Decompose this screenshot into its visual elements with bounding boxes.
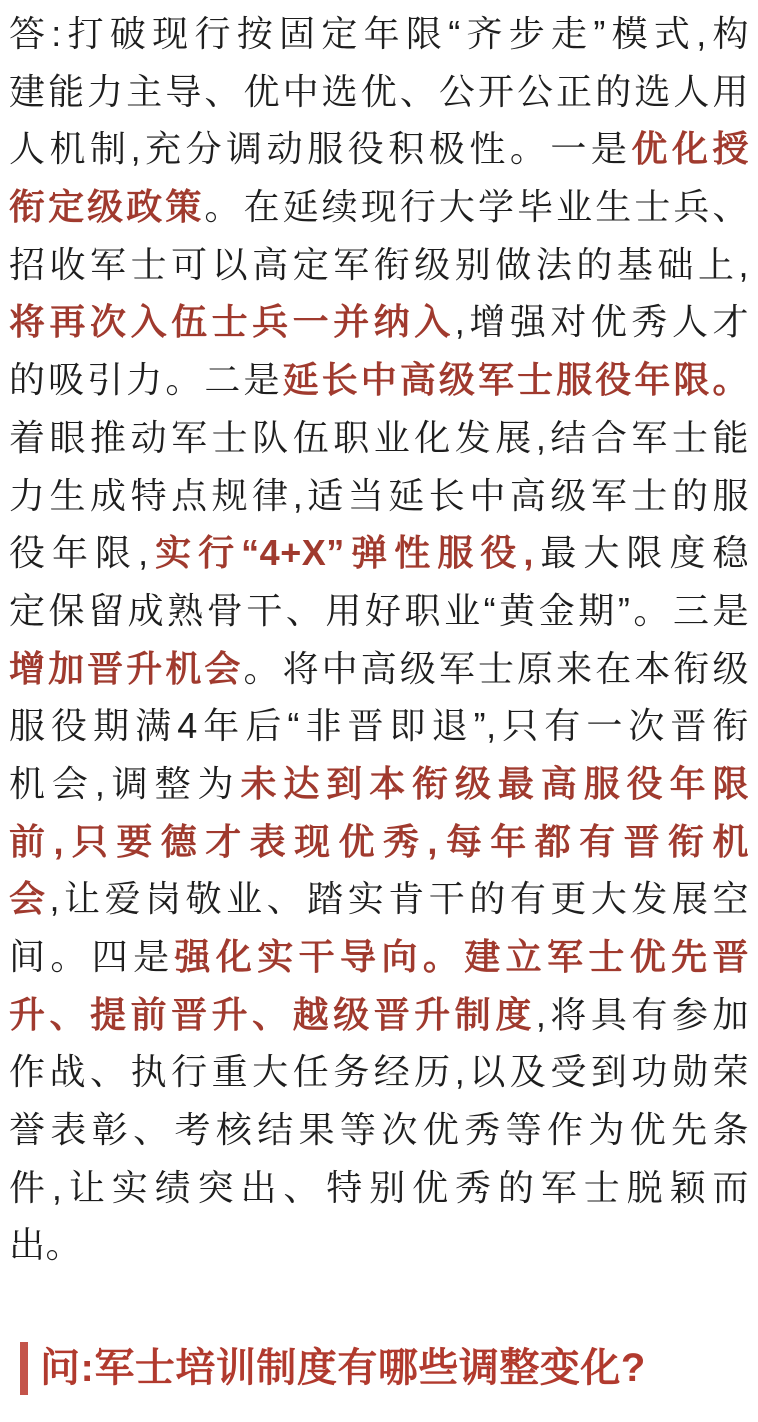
answer-line-1 [9,5,749,63]
body-text: 答:打破现行按固定年限“齐步走”模式,构 [9,13,749,54]
body-text: 招收军士可以高定军衔级别做法的基础上, [9,243,749,285]
body-text: 服役期满4年后“非晋即退”,只有一次晋衔 [9,705,749,747]
answer-line-22 [9,1216,749,1274]
question-heading-text: 问:军士培训制度有哪些调整变化? [40,1346,646,1391]
answer-line-5 [9,236,749,294]
highlighted-text: 未达到本衔级最高服役年限 [240,762,749,804]
answer-line-10 [9,524,749,582]
answer-line-14 [9,755,749,813]
answer-line-19 [9,1043,749,1101]
answer-line-8 [9,409,749,467]
answer-line-13 [9,697,749,755]
answer-line-7 [9,351,749,409]
question-heading [20,1340,749,1396]
body-text: 。将中高级军士原来在本衔级 [243,647,749,689]
highlighted-text: 增加晋升机会 [9,647,244,689]
answer-line-4 [9,178,749,236]
body-text: ,增强对优秀人才 [454,301,749,343]
body-text: 作战、执行重大任务经历,以及受到功勋荣 [9,1051,749,1093]
body-text: 机会,调整为 [9,762,241,804]
highlighted-text: 衔定级政策 [9,186,205,228]
body-text: ,让爱岗敬业、踏实肯干的有更大发展空 [49,878,749,920]
body-text: 定保留成熟骨干、用好职业“黄金期”。三是 [9,589,749,631]
answer-line-9 [9,467,749,525]
answer-line-3 [9,120,749,178]
highlighted-text: 前,只要德才表现优秀,每年都有晋衔机 [9,820,749,862]
highlighted-text: 优化授 [631,128,749,170]
body-text: ,将具有参加 [535,993,749,1035]
answer-line-12 [9,640,749,698]
highlighted-text: 升、提前晋升、越级晋升制度 [9,993,536,1035]
answer-line-18 [9,986,749,1044]
body-text: 出。 [9,1224,83,1266]
answer-line-2 [9,63,749,121]
highlighted-text: 强化实干导向。建立军士优先晋 [174,936,749,977]
body-text: 着眼推动军士队伍职业化发展,结合军士能 [9,416,749,458]
answer-line-21 [9,1159,749,1217]
body-text: 人机制,充分调动服役积极性。一是 [9,128,632,170]
highlighted-text: 将再次入伍士兵一并纳入 [9,301,455,343]
highlighted-text: 会 [9,878,50,920]
answer-paragraph [9,5,749,1274]
answer-line-20 [9,1101,749,1159]
answer-line-17 [9,928,749,986]
highlighted-text: 实行“4+X”弹性服役, [148,532,534,574]
highlighted-text: 延长中高级军士服役年限。 [282,359,749,401]
answer-line-11 [9,582,749,640]
answer-line-16 [9,870,749,928]
answer-line-6 [9,293,749,351]
body-text: 的吸引力。二是 [9,359,283,401]
body-text: 力生成特点规律,适当延长中高级军士的服 [9,474,749,516]
body-text: 建能力主导、优中选优、公开公正的选人用 [9,70,749,112]
body-text: 役年限, [9,532,149,574]
body-text: 。在延续现行大学毕业生士兵、 [204,186,749,228]
body-text: 最大限度稳 [533,532,749,574]
body-text: 誉表彰、考核结果等次优秀等作为优先条 [9,1109,749,1151]
body-text: 件,让实绩突出、特别优秀的军士脱颖而 [9,1166,749,1208]
answer-line-15 [9,813,749,871]
question-accent-bar [20,1342,28,1395]
body-text: 间。四是 [9,936,175,977]
